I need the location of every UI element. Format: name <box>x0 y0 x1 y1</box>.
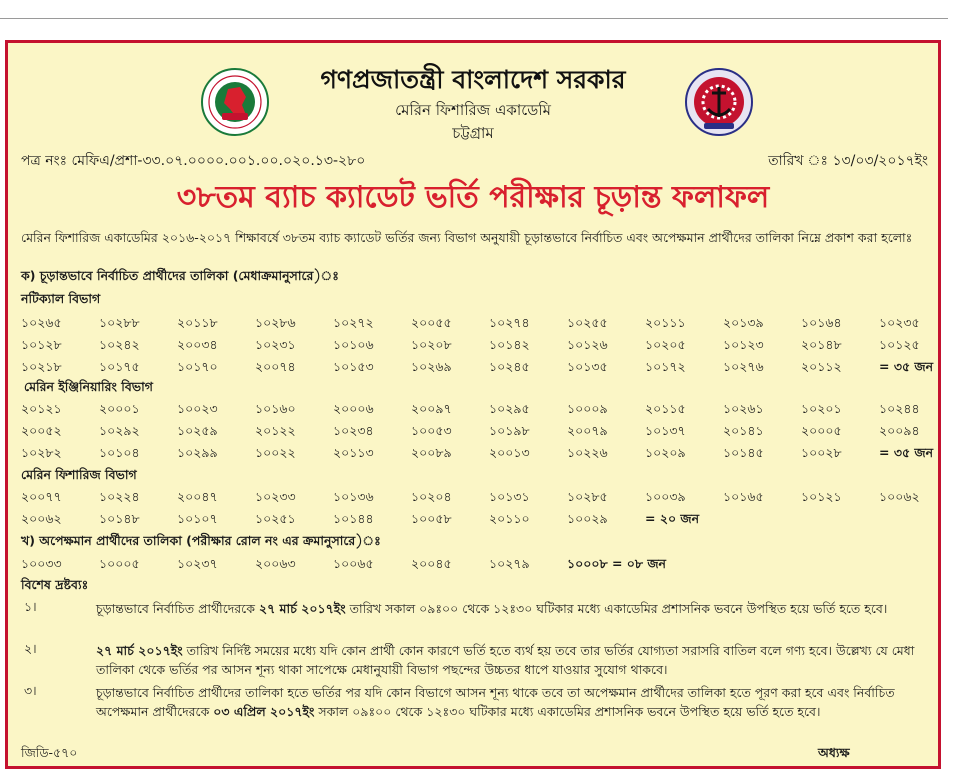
reference-number: পত্র নংঃ মেফিএ/প্রশা-৩৩.০৭.০০০০.০০১.০০.০২০.১৩-২৮০ <box>21 153 366 169</box>
notice-date: তারিখ ঃ ১৩/০৩/২০১৭ইং <box>768 153 928 169</box>
nautical-row <box>21 337 933 357</box>
roll-number: ১০২৩৪ <box>333 423 374 438</box>
city-name: চট্টগ্রাম <box>452 124 494 142</box>
waiting-row <box>21 556 933 576</box>
roll-number: ১০০০৫ <box>99 556 140 571</box>
roll-number: ১০১৭৫ <box>99 359 140 374</box>
top-rule <box>0 18 948 19</box>
candidate-count: = ৩৫ জন <box>879 445 934 460</box>
roll-number: ২০১৪৮ <box>801 337 842 352</box>
roll-number: ১০২৭৯ <box>489 556 530 571</box>
roll-number: ১০২০৯ <box>645 445 686 460</box>
roll-number: ১০২৩৭ <box>177 556 218 571</box>
roll-number: ১০০৫৮ <box>411 511 452 526</box>
engineering-row <box>21 401 933 421</box>
note-number: ৩। <box>24 683 37 698</box>
roll-number: ১০০২৮ <box>801 445 842 460</box>
roll-number: ১০২০৪ <box>411 489 452 504</box>
engineering-row <box>21 445 933 465</box>
roll-number: ১০১৬৪ <box>801 315 842 330</box>
principal-signature: অধ্যক্ষ <box>818 745 850 760</box>
roll-number: ১০১২৫ <box>879 337 920 352</box>
roll-number: ১০২৩৩ <box>255 489 296 504</box>
fisheries-row <box>21 511 933 531</box>
roll-number: ১০১৩৫ <box>567 359 608 374</box>
roll-number: ১০০৫৩ <box>411 423 452 438</box>
roll-number: ১০২৭২ <box>333 315 374 330</box>
roll-number: ২০১৪১ <box>723 423 764 438</box>
roll-number: ১০০০৯ <box>567 401 608 416</box>
roll-number: ১০২১৮ <box>21 359 62 374</box>
roll-number: ১০০৩৯ <box>645 489 686 504</box>
roll-number: ১০২৯২ <box>99 423 140 438</box>
dept-engineering-heading: মেরিন ইঞ্জিনিয়ারিং বিভাগ <box>24 379 153 394</box>
roll-number: ২০০৬২ <box>21 511 62 526</box>
roll-number: ১০২৮৬ <box>255 315 296 330</box>
roll-number: ১০২৭৬ <box>723 359 764 374</box>
roll-number: ১০১৩৭ <box>645 423 686 438</box>
roll-number: ১০২৪৪ <box>879 401 920 416</box>
roll-number: ২০০৭৪ <box>255 359 296 374</box>
roll-number: ১০০২২ <box>255 445 296 460</box>
roll-number: ২০০১৩ <box>489 445 530 460</box>
roll-number: ১০১০৬ <box>333 337 374 352</box>
roll-number: ১০১৭০ <box>177 359 218 374</box>
roll-number: ১০২৫১ <box>255 511 296 526</box>
roll-number: ২০১১৫ <box>645 401 686 416</box>
note-text: ২৭ মার্চ ২০১৭ইং তারিখ নির্দিষ্ট সময়ের মধ্যে যদি কোন প্রার্থী কোন কারণে ভর্তি হতে ব্যর্থ হয় তবে তার ভর্তির যোগ্যতা সরাসরি বাতিল বলে গণ্য হবে। উল্লেখ্য যে মেধা তালিকা থেকে ভর্তির পর আসন শূন্য থাকা সাপেক্ষে মেধানুযায়ী বিভাগ পছন্দের উচ্চতর ধাপে যাওয়ার সুযোগ থাকবে। <box>96 643 915 677</box>
roll-number: ১০২২৬ <box>567 445 608 460</box>
roll-number: ১০১৭২ <box>645 359 686 374</box>
roll-number: ১০২৫৯ <box>177 423 218 438</box>
government-title: গণপ্রজাতন্ত্রী বাংলাদেশ সরকার <box>320 65 626 94</box>
notes-heading: বিশেষ দ্রষ্টব্যঃ <box>21 577 89 592</box>
roll-number: ২০০০৬ <box>333 401 374 416</box>
roll-number: ১০২৪২ <box>99 337 140 352</box>
roll-number: ২০০০৫ <box>801 423 842 438</box>
roll-number: ১০০২৩ <box>177 401 218 416</box>
academy-name: মেরিন ফিশারিজ একাডেমি <box>395 101 551 119</box>
roll-number: ১০১৪৫ <box>723 445 764 460</box>
roll-number: ২০০৬৩ <box>255 556 296 571</box>
nautical-row <box>21 315 933 335</box>
candidate-count: = ৩৫ জন <box>879 359 934 374</box>
roll-number: ১০২৪৫ <box>489 359 530 374</box>
roll-number: ১০২৩১ <box>255 337 296 352</box>
roll-number: ১০২৫৫ <box>567 315 608 330</box>
roll-number: ১০১৪৪ <box>333 511 374 526</box>
roll-number: ২০১১২ <box>801 359 842 374</box>
candidate-count: = ২০ জন <box>645 511 700 526</box>
roll-number: ১০১৪২ <box>489 337 530 352</box>
roll-number: ২০১১১ <box>645 315 686 330</box>
roll-number: ১০১০৪ <box>99 445 140 460</box>
gd-number: জিডি-৫৭০ <box>21 745 78 760</box>
roll-number: ১০১২৮ <box>21 337 62 352</box>
note-number: ১। <box>24 599 37 614</box>
roll-number: ২০১২২ <box>255 423 296 438</box>
roll-number: ১০১৬০ <box>255 401 296 416</box>
roll-number: ২০১৩৯ <box>723 315 764 330</box>
roll-number: ১০০৬২ <box>879 489 920 504</box>
roll-number: ২০০৯৭ <box>411 401 452 416</box>
roll-number: ১০২৯৯ <box>177 445 218 460</box>
roll-number: ২০০৯৪ <box>879 423 920 438</box>
roll-number: ১০০৬৫ <box>333 556 374 571</box>
roll-number: ১০১২১ <box>801 489 842 504</box>
roll-number: ১০২০৫ <box>645 337 686 352</box>
fisheries-row <box>21 489 933 509</box>
roll-number: ১০২৬৯ <box>411 359 452 374</box>
roll-number: ১০১৫৩ <box>333 359 374 374</box>
roll-number: ২০০৩৪ <box>177 337 218 352</box>
roll-number: ১০১২৩ <box>723 337 764 352</box>
result-title: ৩৮তম ব্যাচ ক্যাডেট ভর্তি পরীক্ষার চূড়ান্ত ফলাফল <box>176 180 770 215</box>
roll-number: ১০১৬৫ <box>723 489 764 504</box>
note-text: চূড়ান্তভাবে নির্বাচিত প্রার্থীদেরকে ২৭ মার্চ ২০১৭ইং তারিখ সকাল ০৯ঃ০০ থেকে ১২ঃ৩০ ঘটিকার মধ্যে একাডেমির প্রশাসনিক ভবনে উপস্থিত হয়ে ভর্তি হতে হবে। <box>96 601 888 616</box>
roll-number: ১০১৪৮ <box>99 511 140 526</box>
nautical-row <box>21 359 933 379</box>
roll-number: ১০২০১ <box>801 401 842 416</box>
roll-number: ১০২৮৫ <box>567 489 608 504</box>
roll-number: ২০০৪৫ <box>411 556 452 571</box>
roll-number: ১০১৩৬ <box>333 489 374 504</box>
dept-fisheries-heading: মেরিন ফিশারিজ বিভাগ <box>21 467 137 482</box>
selected-heading: ক) চূড়ান্তভাবে নির্বাচিত প্রার্থীদের তালিকা (মেধাক্রমানুসারে)ঃ <box>21 268 339 283</box>
notice-document <box>5 40 941 769</box>
roll-number: ১০১২৬ <box>567 337 608 352</box>
candidate-count: ১০০০৮ = ০৮ জন <box>567 556 667 571</box>
roll-number: ১০২৯৫ <box>489 401 530 416</box>
engineering-row <box>21 423 933 443</box>
roll-number: ২০০৮৯ <box>411 445 452 460</box>
note-number: ২। <box>24 641 37 656</box>
roll-number: ২০১১৩ <box>333 445 374 460</box>
roll-number: ২০১২১ <box>21 401 62 416</box>
note-text: চূড়ান্তভাবে নির্বাচিত প্রার্থীদের তালিকা হতে ভর্তির পর যদি কোন বিভাগে আসন শূন্য থাকে তবে তা অপেক্ষমান প্রার্থীদের তালিকা হতে পূরণ করা হবে এবং নির্বাচিত অপেক্ষমান প্রার্থীদেরকে ০৩ এপ্রিল ২০১৭ইং সকাল ০৯ঃ০০ থেকে ১২ঃ৩০ ঘটিকার মধ্যে একাডেমির প্রশাসনিক ভবনে উপস্থিত হয়ে ভর্তি হতে হবে। <box>96 685 895 719</box>
waiting-heading: খ) অপেক্ষমান প্রার্থীদের তালিকা (পরীক্ষার রোল নং এর ক্রমানুসারে)ঃ <box>21 533 381 548</box>
roll-number: ১০২০৮ <box>411 337 452 352</box>
roll-number: ১০২৬৫ <box>21 315 62 330</box>
roll-number: ২০০৭৯ <box>567 423 608 438</box>
roll-number: ১০২২৪ <box>99 489 140 504</box>
roll-number: ১০২৭৪ <box>489 315 530 330</box>
roll-number: ২০০৭৭ <box>21 489 62 504</box>
intro-paragraph: মেরিন ফিশারিজ একাডেমির ২০১৬-২০১৭ শিক্ষাবর্ষে ৩৮তম ব্যাচ ক্যাডেট ভর্তির জন্য বিভাগ অনুযায়ী চূড়ান্তভাবে নির্বাচিত এবং অপেক্ষমান প্রার্থীদের তালিকা নিম্নে প্রকাশ করা হলোঃ <box>21 230 913 245</box>
roll-number: ১০০২৯ <box>567 511 608 526</box>
roll-number: ১০২৬১ <box>723 401 764 416</box>
roll-number: ১০২৩৫ <box>879 315 920 330</box>
roll-number: ১০১০৭ <box>177 511 218 526</box>
roll-number: ২০০৫২ <box>21 423 62 438</box>
roll-number: ২০১১৮ <box>177 315 218 330</box>
roll-number: ১০০৩৩ <box>21 556 62 571</box>
roll-number: ২০১১০ <box>489 511 530 526</box>
roll-number: ১০২৮২ <box>21 445 62 460</box>
roll-number: ২০০৪৭ <box>177 489 218 504</box>
roll-number: ২০০৫৫ <box>411 315 452 330</box>
academy-logo-icon <box>684 67 754 137</box>
roll-number: ২০০০১ <box>99 401 140 416</box>
roll-number: ১০১৩১ <box>489 489 530 504</box>
dept-nautical-heading: নটিক্যাল বিভাগ <box>21 291 101 306</box>
roll-number: ১০১৯৮ <box>489 423 530 438</box>
roll-number: ১০২৮৮ <box>99 315 140 330</box>
